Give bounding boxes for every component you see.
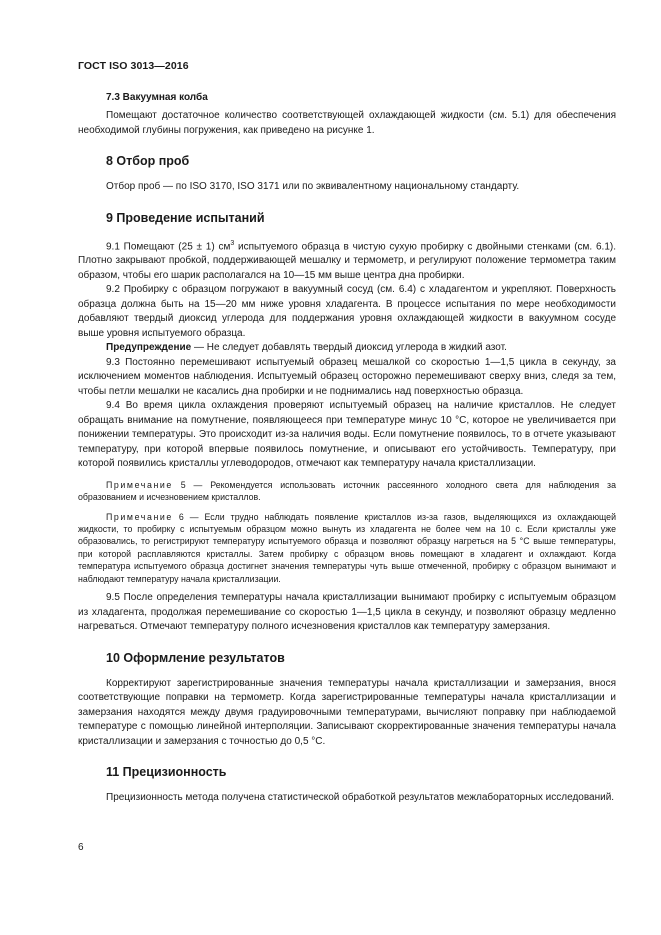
warning-text: — Не следует добавлять твердый диоксид углерода в жидкий азот. <box>191 342 507 354</box>
section-7-3 <box>78 92 616 138</box>
section-7-3-title: 7.3 Вакуумная колба <box>106 92 208 103</box>
section-10-title: 10 Оформление результатов <box>106 650 285 665</box>
warning-paragraph <box>78 341 616 356</box>
note-5-text: 5 — Рекомендуется использовать источник рассеянного холодного света для наблюдения за образованием и исчезновением кристаллов. <box>78 479 616 503</box>
paragraph-9-1-start: 9.1 Помещают (25 ± 1) см <box>106 240 231 252</box>
section-11-title: 11 Прецизионность <box>106 765 227 780</box>
section-11 <box>78 765 616 806</box>
section-10-text: Корректируют зарегистрированные значения температуры начала кристаллизации и замерзания, внося соответствующие поправки на термометр. Когда зарегистрированные температуры начала кристаллизации и замерзания находятся между двумя градуировочными температурами, вычисляют поправку при наблюдаемой температуре с помощью линейной интерполяции. Записывают скорректированные значения температуры начала кристаллизации и замерзания с точностью до 0,5 °С. <box>78 677 616 747</box>
paragraph-9-4: 9.4 Во время цикла охлаждения проверяют испытуемый образец на наличие кристаллов. Не следует обращать внимание на помутнение, появляющееся при температуре минус 10 °С, которое не увеличивается при понижении температуры. Это происходит из-за наличия воды. Если помутнение появилось, то в отчете указывают температуру, при которой впервые появилось помутнение, и описывают его устойчивость. Температуру, при которой появились кристаллы углеводородов, отмечают как температуру начала кристаллизации. <box>78 400 616 470</box>
paragraph-9-2: 9.2 Пробирку с образцом погружают в вакуумный сосуд (см. 6.4) с хладагентом и укрепляют. Поверхность образца должна быть на 15—20 мм ниже уровня хладагента. В процессе испытания по мере необходимости добавляют твердый диоксид углерода для поддержания уровня охлаждающей жидкости в вакуумном сосуде выше уровня испытуемого образца. <box>78 284 616 339</box>
section-8-title: 8 Отбор проб <box>106 154 190 168</box>
note-6 <box>78 511 616 585</box>
page-number: 6 <box>78 842 84 853</box>
document-id: ГОСТ ISO 3013—2016 <box>78 60 189 72</box>
section-8 <box>78 154 616 195</box>
paragraph-9-5: 9.5 После определения температуры начала кристаллизации вынимают пробирку с испытуемым образцом из хладагента, продолжая перемешивание со скоростью 1—1,5 цикла в секунду, и позволяют образцу медленно нагреваться. Отмечают температуру полного исчезновения кристаллов как температуру замерзания. <box>78 592 616 633</box>
note-5 <box>78 479 616 504</box>
paragraph-9-3: 9.3 Постоянно перемешивают испытуемый образец мешалкой со скоростью 1—1,5 цикла в секунду, за исключением моментов наблюдения. Испытуемый образец осторожно перемешивают сверху вниз, следя за тем, чтобы петли мешалки не касались дна пробирки и не поднимались над поверхностью образца. <box>78 356 616 397</box>
warning-label: Предупреждение <box>106 342 192 354</box>
note-6-label: Примечание <box>106 511 173 522</box>
page-content <box>78 92 616 806</box>
section-9 <box>78 211 616 635</box>
superscript-3: 3 <box>230 239 235 247</box>
paragraph-9-1 <box>78 237 616 284</box>
section-10 <box>78 651 616 750</box>
section-9-title: 9 Проведение испытаний <box>106 210 265 225</box>
note-6-text: 6 — Если трудно наблюдать появление кристаллов из-за газов, выделяющихся из охлаждающей жидкости, то пробирку с испытуемым образцом можно вынуть из хладагента не более чем на 10 с. Если кристаллы уже образовались, то регистрируют температуру испытуемого образца и позволяют образцу нагреться на 5 °С выше температуры, при которой расплавляются кристаллы. Затем пробирку с образцом вновь помещают в хладагент и охлаждают. Когда температура испытуемого образца достигнет значения температуры чуть выше отмеченной, пробирку с образцом вынимают и наблюдают температуру начала кристаллизации. <box>78 511 616 584</box>
section-8-text: Отбор проб — по ISO 3170, ISO 3171 или по эквивалентному национальному стандарту. <box>106 181 520 192</box>
section-7-3-text: Помещают достаточное количество соответствующей охлаждающей жидкости (см. 5.1) для обеспечения необходимой глубины погружения, как приведено на рисунке 1. <box>78 110 616 136</box>
note-5-label: Примечание <box>106 479 173 490</box>
paragraph-9-1-end: испытуемого образца в чистую сухую пробирку с двойными стенками (см. 6.1). Плотно закрывают пробкой, поддерживающей мешалку и термометр, и регулируют положение термометра таким образом, чтобы его шарик располагался на 10—15 мм выше центра дна пробирки. <box>78 240 616 281</box>
section-11-text: Прецизионность метода получена статистической обработкой результатов межлабораторных исследований. <box>106 792 615 804</box>
